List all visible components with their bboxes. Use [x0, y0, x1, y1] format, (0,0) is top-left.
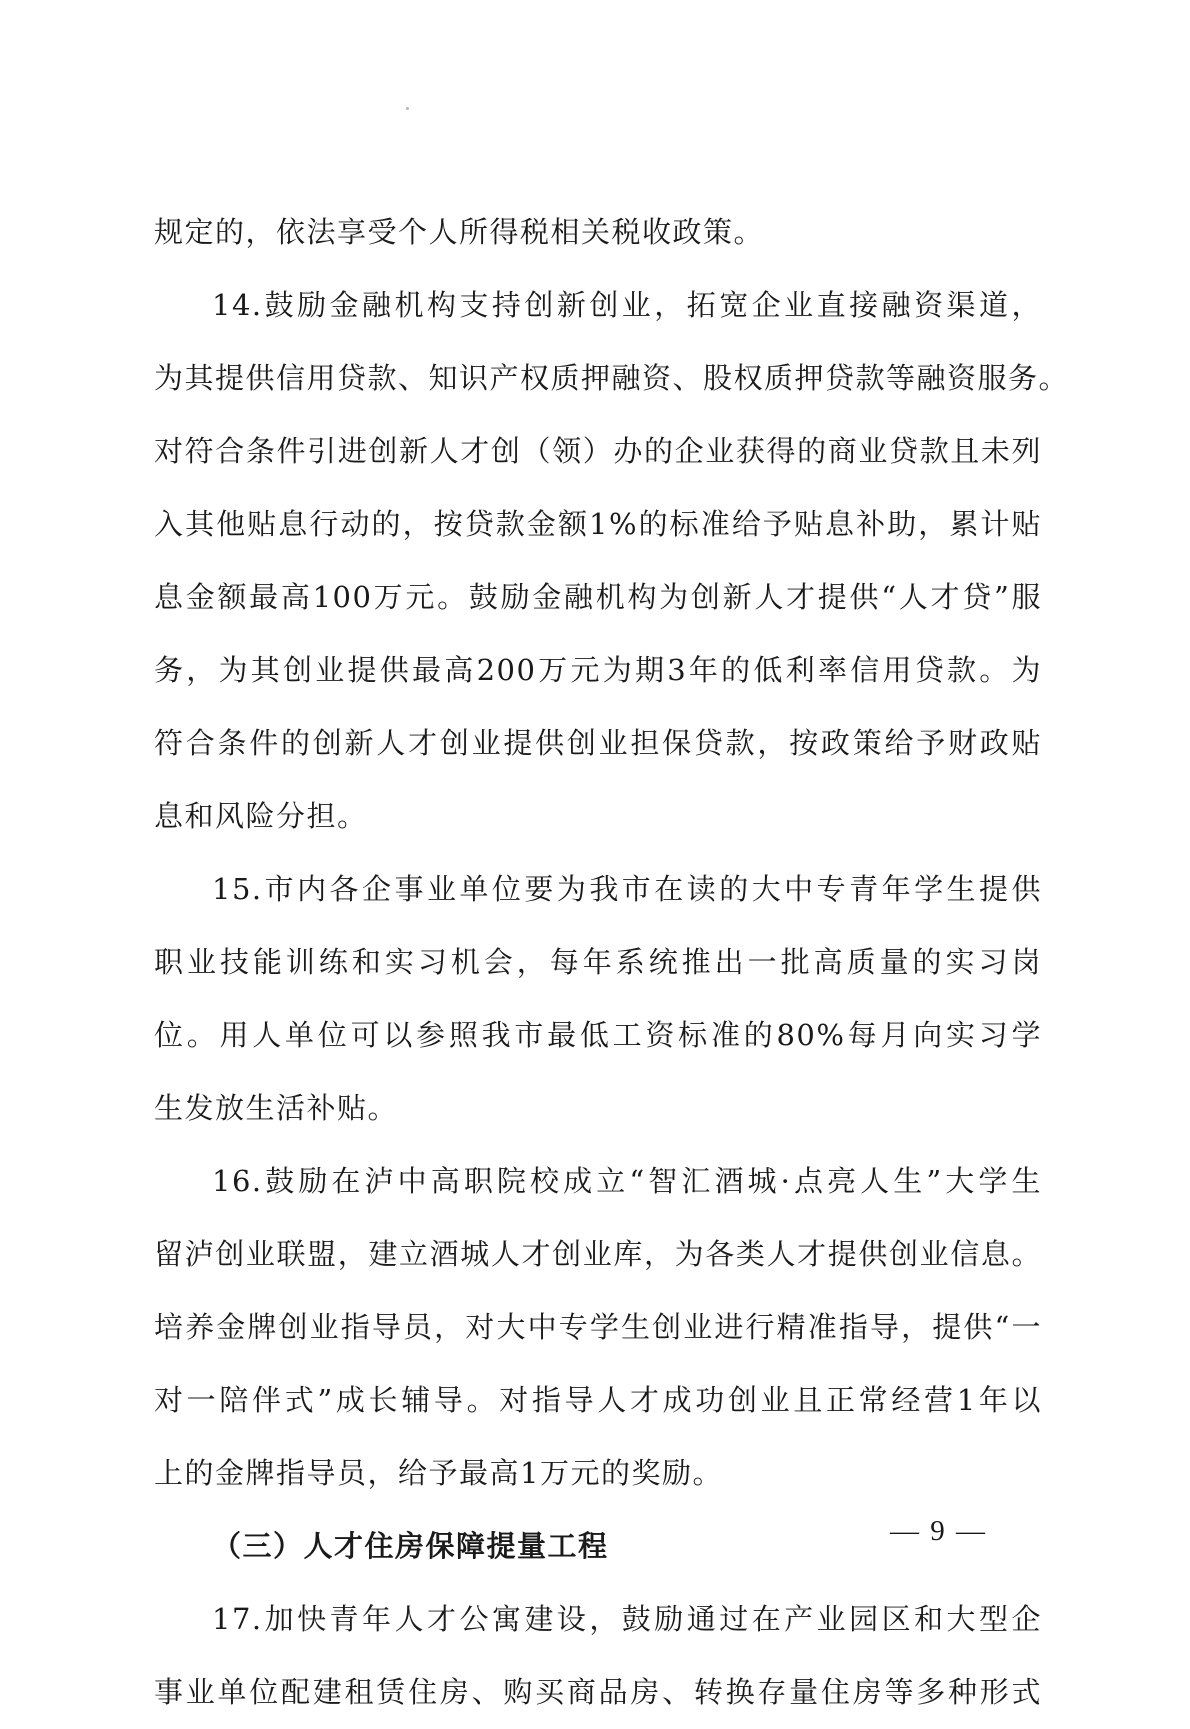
- paragraph-14-line-1: 14.鼓励金融机构支持创新创业，拓宽企业直接融资渠道，: [212, 288, 1042, 322]
- paragraph-14-line-4: 入其他贴息行动的，按贷款金额1%的标准给予贴息补助，累计贴: [154, 507, 1042, 541]
- paragraph-line: 规定的，依法享受个人所得税相关税收政策。: [154, 215, 765, 249]
- paragraph-16-line-5: 上的金牌指导员，给予最高1万元的奖励。: [154, 1456, 723, 1490]
- paragraph-14-line-5: 息金额最高100万元。鼓励金融机构为创新人才提供“人才贷”服: [154, 580, 1042, 614]
- paragraph-14-line-3: 对符合条件引进创新人才创（领）办的企业获得的商业贷款且未列: [154, 434, 1042, 468]
- paragraph-15-line-1: 15.市内各企事业单位要为我市在读的大中专青年学生提供: [212, 872, 1042, 906]
- scan-speck: [406, 107, 409, 110]
- section-heading: （三）人才住房保障提量工程: [212, 1529, 609, 1563]
- paragraph-16-line-4: 对一陪伴式”成长辅导。对指导人才成功创业且正常经营1年以: [154, 1383, 1042, 1417]
- paragraph-14-line-8: 息和风险分担。: [154, 799, 368, 833]
- paragraph-17-line-1: 17.加快青年人才公寓建设，鼓励通过在产业园区和大型企: [212, 1602, 1042, 1636]
- page-number: — 9 —: [890, 1515, 987, 1547]
- paragraph-16-line-3: 培养金牌创业指导员，对大中专学生创业进行精准指导，提供“一: [154, 1310, 1042, 1344]
- paragraph-14-line-6: 务，为其创业提供最高200万元为期3年的低利率信用贷款。为: [154, 653, 1042, 687]
- paragraph-15-line-2: 职业技能训练和实习机会，每年系统推出一批高质量的实习岗: [154, 945, 1042, 979]
- paragraph-14-line-2: 为其提供信用贷款、知识产权质押融资、股权质押贷款等融资服务。: [154, 361, 1070, 395]
- paragraph-17-line-2: 事业单位配建租赁住房、购买商品房、转换存量住房等多种形式: [154, 1675, 1042, 1709]
- paragraph-16-line-2: 留泸创业联盟，建立酒城人才创业库，为各类人才提供创业信息。: [154, 1237, 1042, 1271]
- paragraph-15-line-4: 生发放生活补贴。: [154, 1091, 399, 1125]
- paragraph-15-line-3: 位。用人单位可以参照我市最低工资标准的80%每月向实习学: [154, 1018, 1042, 1052]
- body-text: [154, 196, 1070, 1729]
- paragraph-14-line-7: 符合条件的创新人才创业提供创业担保贷款，按政策给予财政贴: [154, 726, 1042, 760]
- paragraph-16-line-1: 16.鼓励在泸中高职院校成立“智汇酒城·点亮人生”大学生: [212, 1164, 1042, 1198]
